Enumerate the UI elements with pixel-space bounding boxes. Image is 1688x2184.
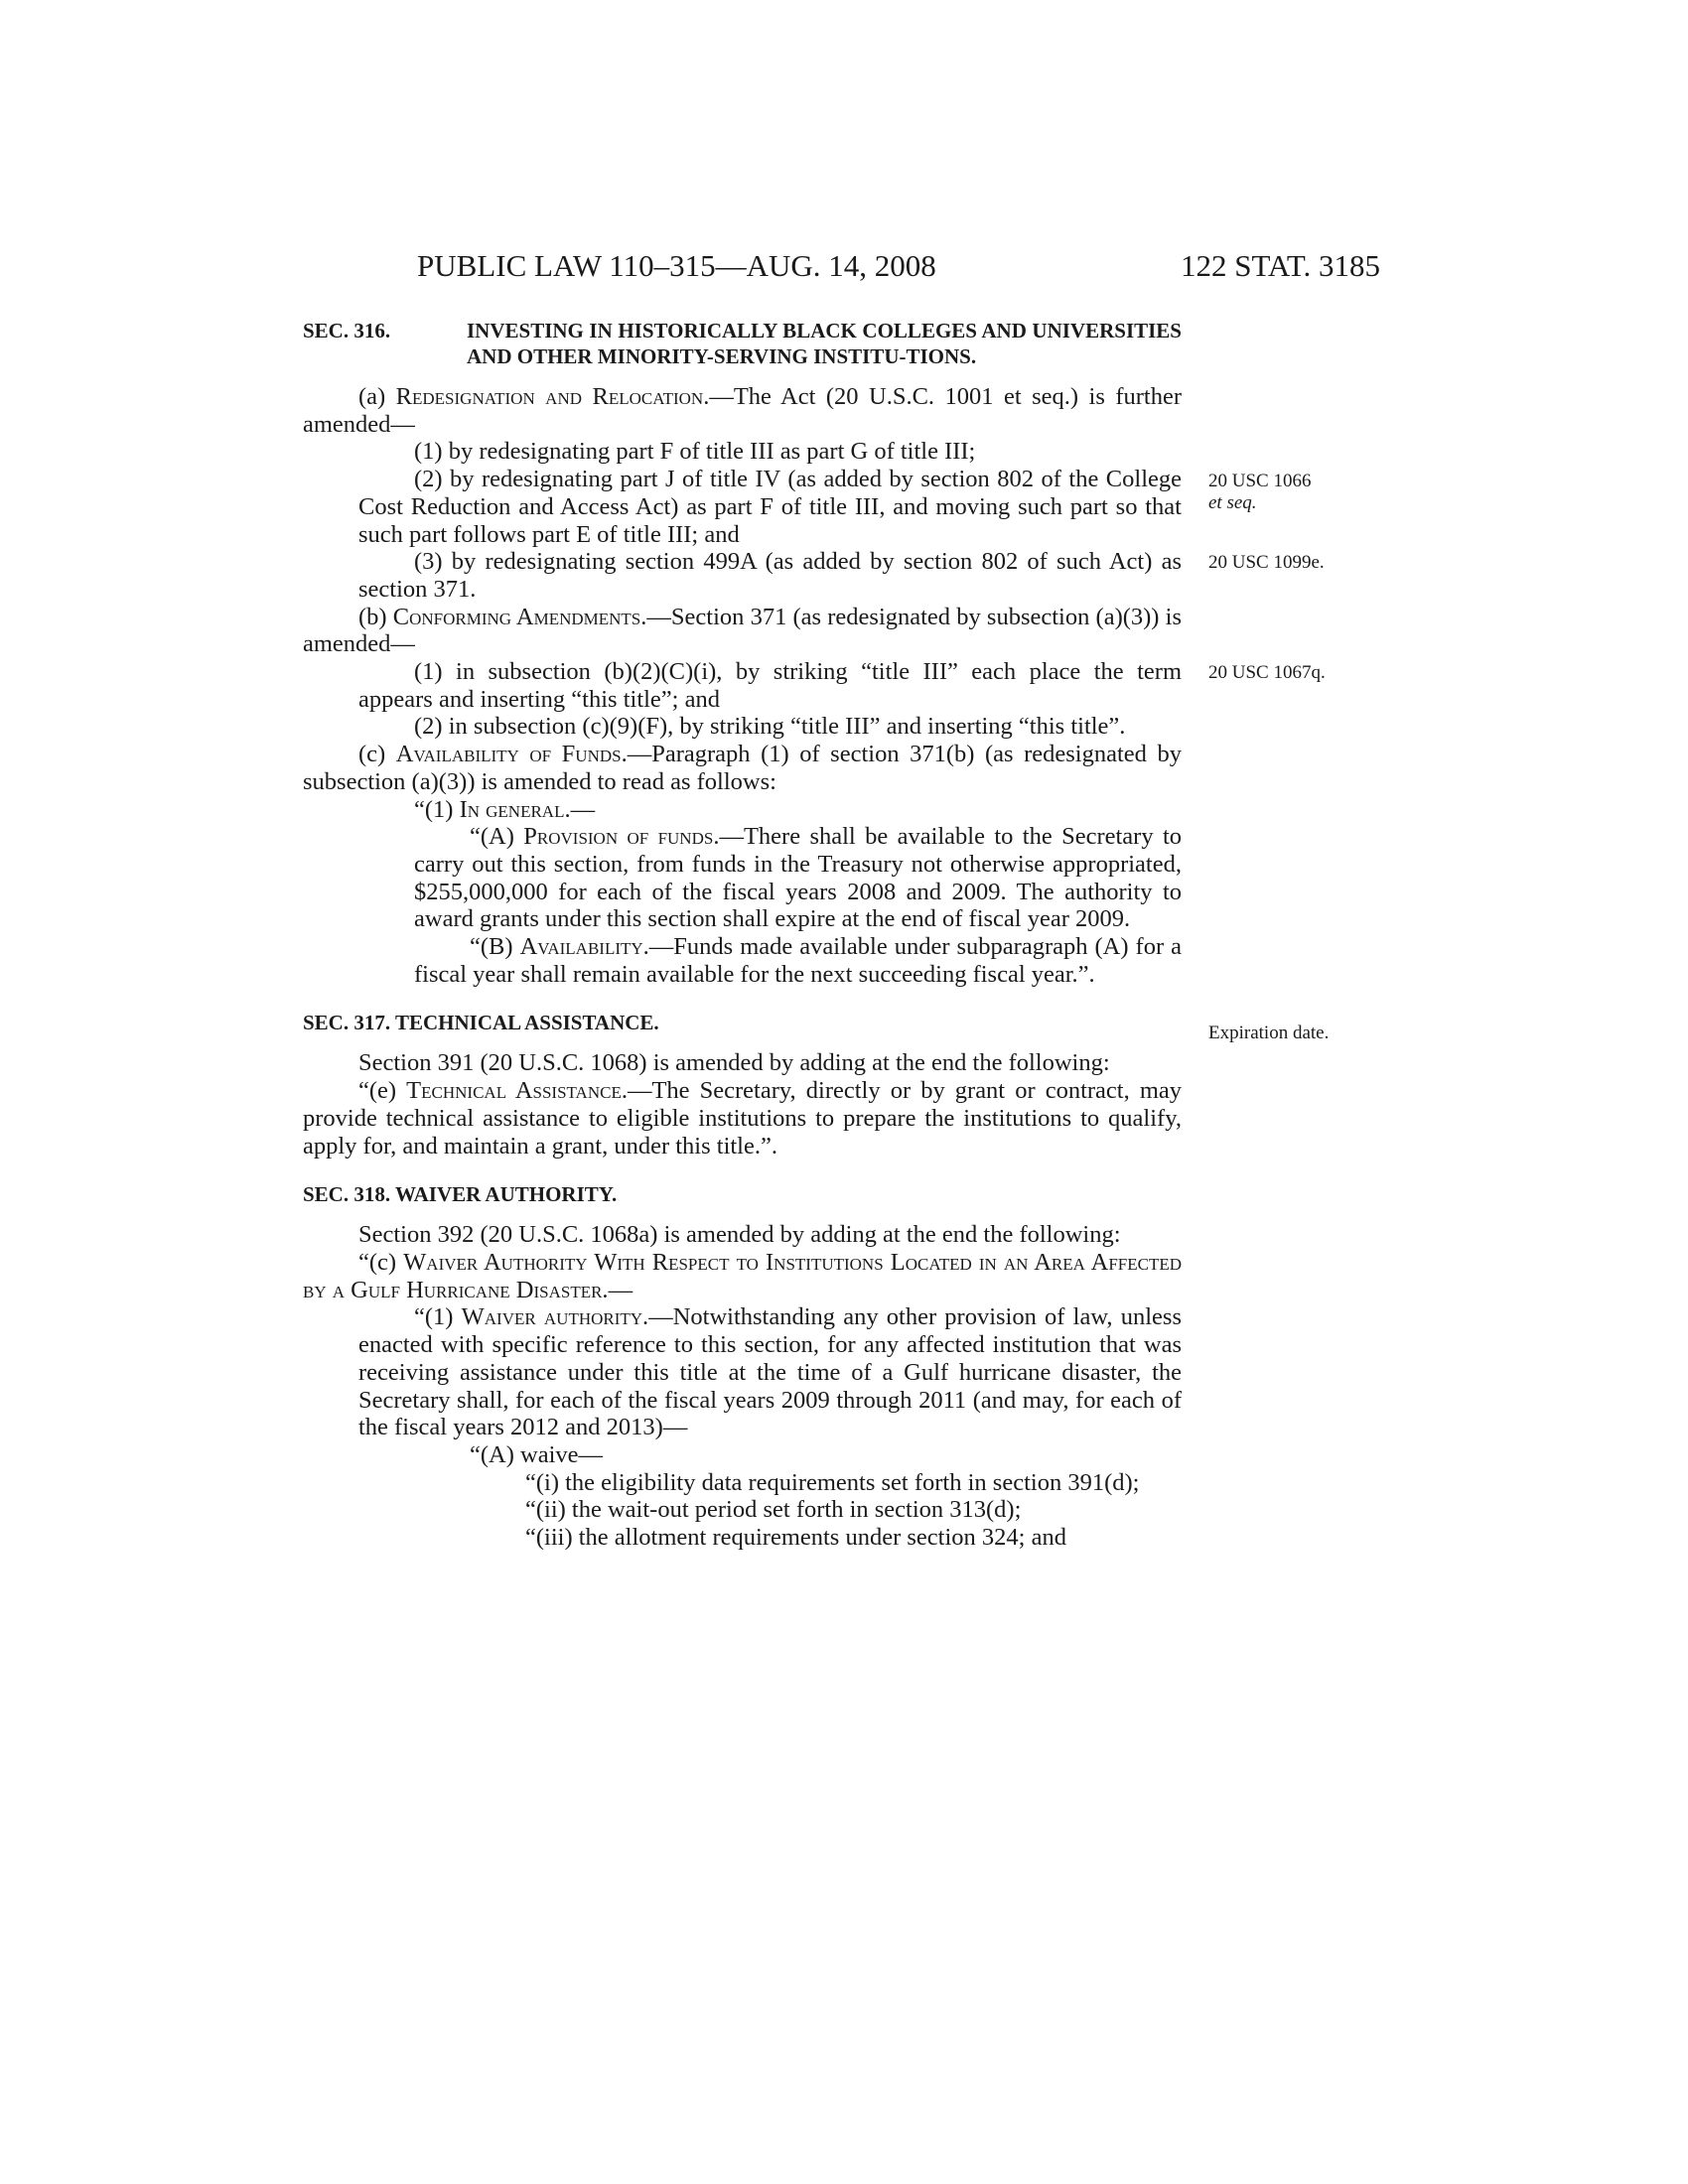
subsection-c: (c) Availability of Funds.—Paragraph (1) of section 371(b) (as redesignated by subsection (a)(3)) is amended to read as follows:: [303, 741, 1182, 795]
clause-318-i: “(i) the eligibility data requirements set forth in section 391(d);: [525, 1468, 1140, 1496]
section-number: SEC. 316.: [303, 319, 391, 342]
margin-note-expiration: Expiration date.: [1208, 1023, 1330, 1043]
margin-note-1-citation: 20 USC 1066: [1208, 471, 1312, 491]
section-317-heading: SEC. 317. TECHNICAL ASSISTANCE.: [303, 1011, 659, 1035]
section-318-intro: Section 392 (20 U.S.C. 1068a) is amended by adding at the end the following:: [358, 1221, 1121, 1249]
subsection-a-text: —The Act (20 U.S.C. 1001 et seq.) is further amended—: [303, 383, 1182, 438]
subsection-b-text: —Section 371 (as redesignated by subsection (a)(3)) is amended—: [303, 603, 1182, 658]
paragraph-c1: “(1) In general.—: [414, 795, 596, 823]
paragraph-a1: (1) by redesignating part F of title III as part G of title III;: [414, 438, 976, 466]
paragraph-318-c1-text: —Notwithstanding any other provision of law, unless enacted with specific reference to this section, for any affected institution that was receiving assistance under this title at the time of a Gulf hurricane disaster, the Secretary shall, for each of the fiscal years 2009 through 2011 (and may, for each of the fiscal years 2012 and 2013)—: [358, 1303, 1183, 1441]
paragraph-b1: (1) in subsection (b)(2)(C)(i), by striking “title III” each place the term appears and inserting “this title”; and: [358, 658, 1182, 713]
section-318-heading: SEC. 318. WAIVER AUTHORITY.: [303, 1182, 618, 1207]
margin-note-2: 20 USC 1099e.: [1208, 552, 1325, 573]
paragraph-a3: (3) by redesignating section 499A (as added by section 802 of such Act) as section 371.: [358, 548, 1182, 603]
clause-318-iii: “(iii) the allotment requirements under section 324; and: [525, 1524, 1066, 1552]
subsection-c-heading: Availability of Funds.: [395, 741, 628, 768]
paragraph-b2: (2) in subsection (c)(9)(F), by striking “title III” and inserting “this title”.: [414, 713, 1126, 741]
subsection-a-heading: Redesignation and Relocation.: [395, 383, 710, 410]
paragraph-a2: (2) by redesignating part J of title IV (as added by section 802 of the College Cost Reduction and Access Act) as part F of title III, and moving such part so that such part follows part E of title III; and: [358, 466, 1182, 548]
subsection-317-e-heading: Technical Assistance.: [406, 1077, 628, 1105]
law-text: [303, 318, 1182, 1552]
margin-note-1: [1208, 471, 1311, 514]
margin-note-3: 20 USC 1067q.: [1208, 662, 1326, 683]
subsection-a: (a) Redesignation and Relocation.—The Act (20 U.S.C. 1001 et seq.) is further amended—: [303, 383, 1182, 438]
subsection-317-e-text: —The Secretary, directly or by grant or contract, may provide technical assistance to eligible institutions to prepare the institutions to qualify, apply for, and maintain a grant, under this title.”.: [303, 1077, 1183, 1160]
subsection-317-e: “(e) Technical Assistance.—The Secretary, directly or by grant or contract, may provide technical assistance to eligible institutions to prepare the institutions to qualify, apply for, and maintain a grant, under this title.”.: [303, 1077, 1183, 1160]
subsection-b: (b) Conforming Amendments.—Section 371 (as redesignated by subsection (a)(3)) is amended—: [303, 603, 1182, 658]
paragraph-c1-heading: In general.: [459, 795, 571, 823]
header-public-law: PUBLIC LAW 110–315—AUG. 14, 2008: [417, 248, 936, 283]
subparagraph-cA-heading: Provision of funds.: [523, 823, 720, 851]
subparagraph-cB-heading: Availability.: [519, 933, 649, 961]
section-317-intro: Section 391 (20 U.S.C. 1068) is amended by adding at the end the following:: [358, 1049, 1110, 1077]
paragraph-318-c1: “(1) Waiver authority.—Notwithstanding any other provision of law, unless enacted with specific reference to this section, for any affected institution that was receiving assistance under this title at the time of a Gulf hurricane disaster, the Secretary shall, for each of the fiscal years 2009 through 2011 (and may, for each of the fiscal years 2012 and 2013)—: [358, 1303, 1183, 1441]
subparagraph-318-A: “(A) waive—: [470, 1440, 604, 1468]
margin-note-1-et-seq: et seq.: [1208, 492, 1257, 513]
subparagraph-cB-text: —Funds made available under subparagraph (A) for a fiscal year shall remain available for the next succeeding fiscal year.”.: [414, 933, 1182, 988]
section-316-heading: [303, 318, 1182, 369]
subsection-b-heading: Conforming Amendments.: [392, 603, 647, 630]
running-header: [298, 248, 1380, 288]
section-title: INVESTING IN HISTORICALLY BLACK COLLEGES AND UNIVERSITIES AND OTHER MINORITY-SERVING INSTITU-TIONS.: [467, 319, 1182, 368]
header-statute-page: 122 STAT. 3185: [1180, 248, 1380, 283]
subparagraph-cA: “(A) Provision of funds.—There shall be available to the Secretary to carry out this section, from funds in the Treasury not otherwise appropriated, $255,000,000 for each of the fiscal years 2008 and 2009. The authority to award grants under this section shall expire at the end of fiscal year 2009.: [414, 823, 1183, 933]
subsection-318-c: “(c) Waiver Authority With Respect to Institutions Located in an Area Affected by a Gulf Hurricane Disaster.—: [303, 1248, 1182, 1303]
subsection-c-text: —Paragraph (1) of section 371(b) (as redesignated by subsection (a)(3)) is amended to read as follows:: [303, 741, 1182, 795]
clause-318-ii: “(ii) the wait-out period set forth in section 313(d);: [525, 1496, 1022, 1524]
subsection-318-c-heading: Waiver Authority With Respect to Institutions Located in an Area Affected by a Gulf Hurricane Disaster.: [303, 1248, 1182, 1303]
paragraph-318-c1-heading: Waiver authority.: [461, 1303, 649, 1331]
subparagraph-cB: “(B) Availability.—Funds made available under subparagraph (A) for a fiscal year shall remain available for the next succeeding fiscal year.”.: [414, 933, 1182, 988]
subparagraph-cA-text: —There shall be available to the Secretary to carry out this section, from funds in the Treasury not otherwise appropriated, $255,000,000 for each of the fiscal years 2008 and 2009. The authority to award grants under this section shall expire at the end of fiscal year 2009.: [414, 823, 1183, 933]
